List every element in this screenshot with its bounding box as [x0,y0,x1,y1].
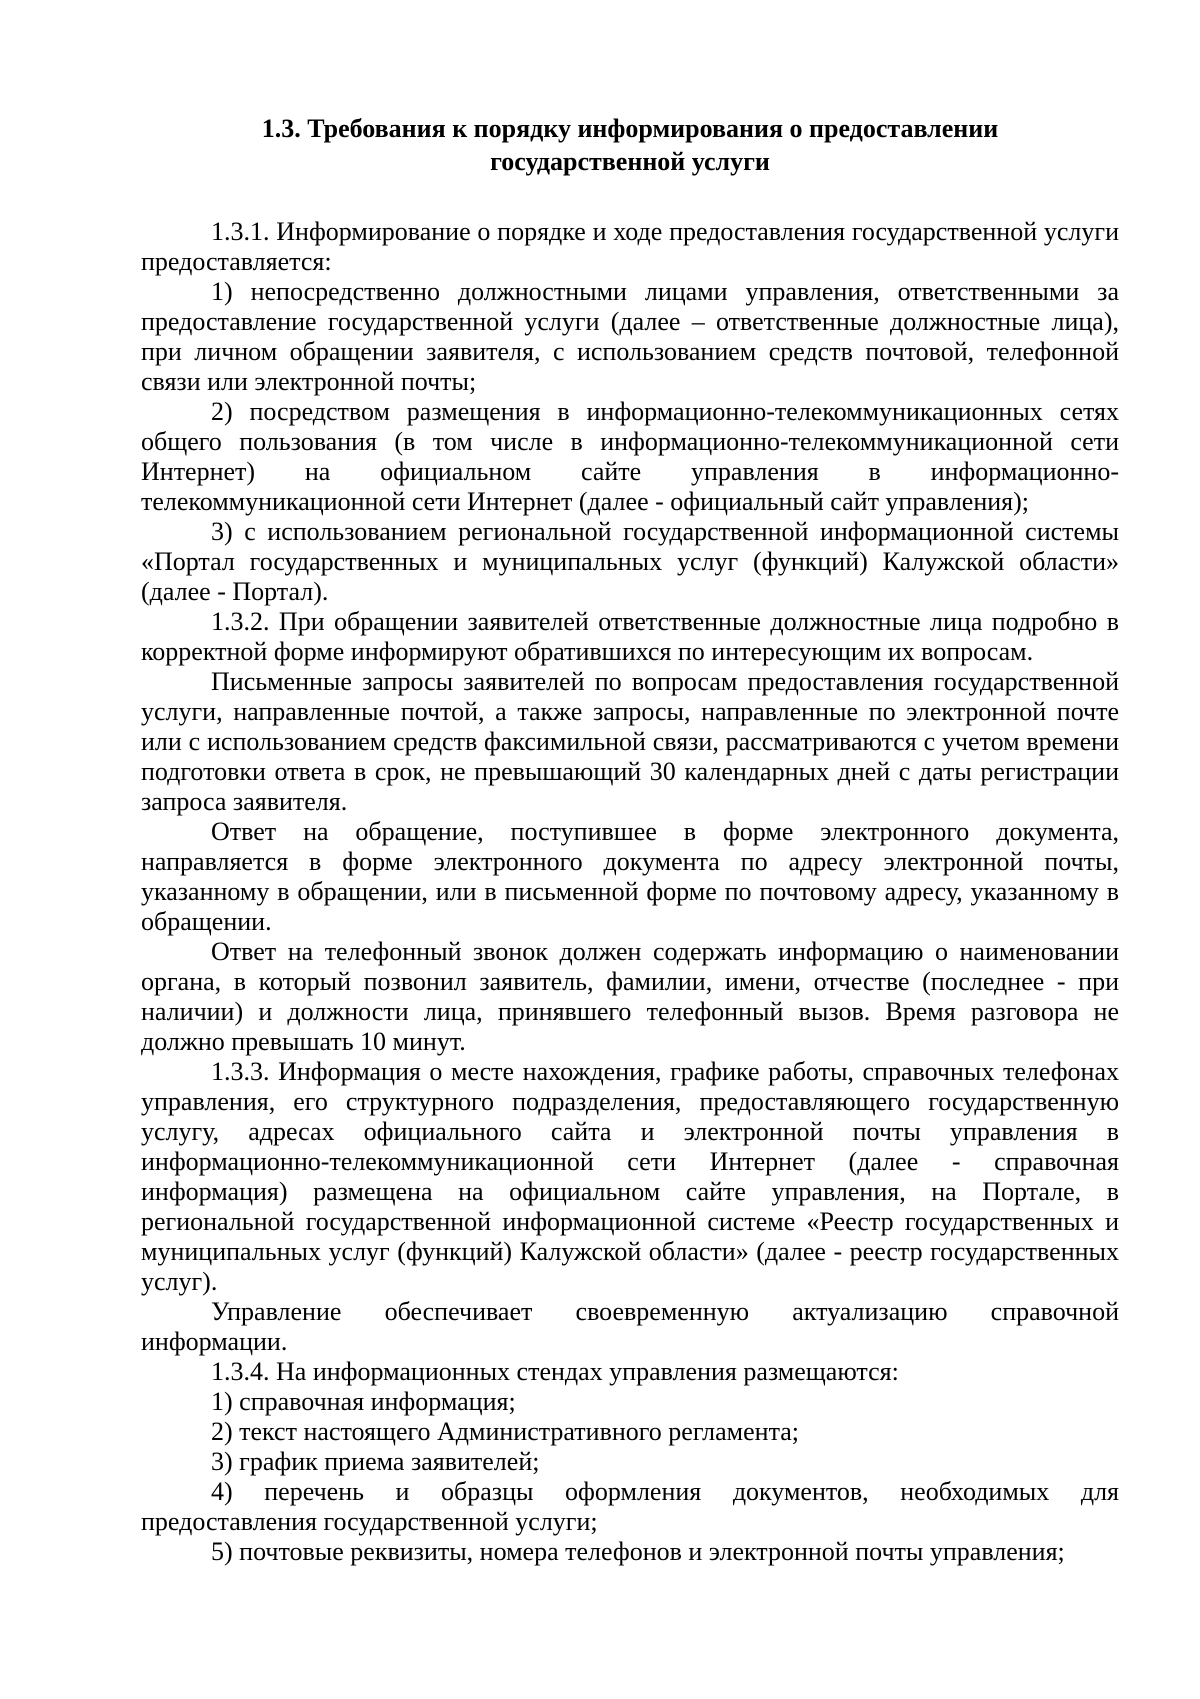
stand-item-4: 4) перечень и образцы оформления документов, необходимых для предоставления государственной услуги; [141,1477,1119,1536]
paragraph-phone-reply: Ответ на телефонный звонок должен содержать информацию о наименовании органа, в который позвонил заявитель, фамилии, имени, отчестве (последнее - при наличии) и должности лица, принявшего телефонный вызов. Время разговора не должно превышать 10 минут. [141,937,1119,1056]
paragraph-1-3-4: 1.3.4. На информационных стендах управления размещаются: [211,1357,899,1386]
list-item-3: 3) с использованием региональной государственной информационной системы «Портал государственных и муниципальных услуг (функций) Калужской области» (далее - Портал). [141,517,1119,606]
paragraph-1-3-3: 1.3.3. Информация о месте нахождения, графике работы, справочных телефонах управления, его структурного подразделения, предоставляющего государственную услугу, адресах официального сайта и электронной почты управления в информационно-телекоммуникационной сети Интернет (далее - справочная информация) размещена на официальном сайте управления, на Портале, в региональной государственной информационной системе «Реестр государственных и муниципальных услуг (функций) Калужской области» (далее - реестр государственных услуг). [141,1057,1119,1296]
list-item-2: 2) посредством размещения в информационно-телекоммуникационных сетях общего пользования (в том числе в информационно-телекоммуникационной сети Интернет) на официальном сайте управления в информационно-телекоммуникационной сети Интернет (далее - официальный сайт управления); [141,397,1119,516]
section-heading-line-2: государственной услуги [490,147,770,176]
paragraph-actualization: Управление обеспечивает своевременную актуализацию справочной информации. [141,1297,1119,1356]
section-heading [141,112,1119,178]
section-heading-line-1: 1.3. Требования к порядку информирования о предоставлении [261,114,999,143]
list-item-1: 1) непосредственно должностными лицами управления, ответственными за предоставление государственной услуги (далее – ответственные должностные лица), при личном обращении заявителя, с использованием средств почтовой, телефонной связи или электронной почты; [141,277,1119,396]
stand-item-2: 2) текст настоящего Административного регламента; [211,1417,800,1446]
paragraph-1-3-2: 1.3.2. При обращении заявителей ответственные должностные лица подробно в корректной форме информируют обратившихся по интересующим их вопросам. [141,607,1119,666]
stand-item-3: 3) график приема заявителей; [211,1447,540,1476]
document-page [141,112,1119,1567]
paragraph-electronic-reply: Ответ на обращение, поступившее в форме электронного документа, направляется в форме электронного документа по адресу электронной почты, указанному в обращении, или в письменной форме по почтовому адресу, указанному в обращении. [141,817,1119,936]
paragraph-written-requests: Письменные запросы заявителей по вопросам предоставления государственной услуги, направленные почтой, а также запросы, направленные по электронной почте или с использованием средств факсимильной связи, рассматриваются с учетом времени подготовки ответа в срок, не превышающий 30 календарных дней с даты регистрации запроса заявителя. [141,667,1119,816]
stand-item-5: 5) почтовые реквизиты, номера телефонов и электронной почты управления; [211,1537,1065,1566]
paragraph-1-3-1: 1.3.1. Информирование о порядке и ходе предоставления государственной услуги предоставляется: [141,217,1119,276]
stand-item-1: 1) справочная информация; [211,1387,516,1416]
